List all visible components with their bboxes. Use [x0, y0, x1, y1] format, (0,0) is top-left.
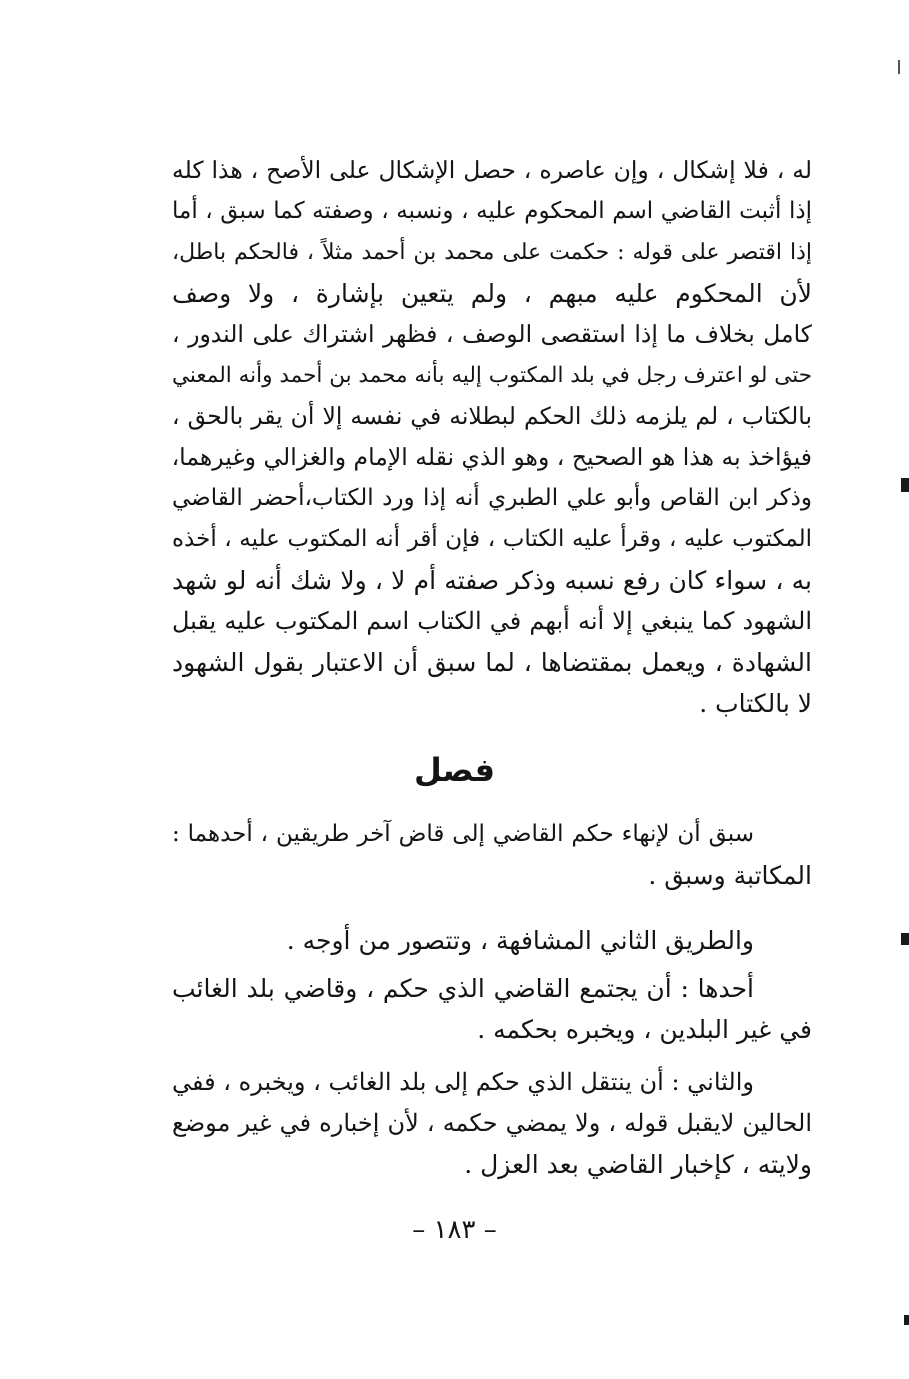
text-line: لأن المحكوم عليه مبهم ، ولم يتعين بإشارة ، ولا وصف [172, 279, 812, 308]
text-line: الحالين لايقبل قوله ، ولا يمضي حكمه ، لأن إخباره في غير موضع [172, 1109, 812, 1137]
text-line: له ، فلا إشكال ، وإن عاصره ، حصل الإشكال على الأصح ، هذا كله [172, 156, 812, 184]
text-line: سبق أن لإنهاء حكم القاضي إلى قاض آخر طريقين ، أحدهما : [172, 821, 754, 847]
text-line: المكتوب عليه ، وقرأ عليه الكتاب ، فإن أقر أنه المكتوب عليه ، أخذه [172, 526, 812, 552]
section-paragraph-3 [172, 968, 812, 1050]
text-line: إذا اقتصر على قوله : حكمت على محمد بن أحمد مثلاً ، فالحكم باطل، [172, 240, 812, 265]
text-line: وذكر ابن القاص وأبو علي الطبري أنه إذا ورد الكتاب،أحضر القاضي [172, 485, 812, 511]
section-paragraph-2 [172, 920, 812, 961]
text-line: أحدها : أن يجتمع القاضي الذي حكم ، وقاضي بلد الغائب [172, 974, 754, 1003]
section-paragraph-1 [172, 814, 812, 896]
section-heading: فصل [413, 751, 496, 789]
text-line: لا بالكتاب . [699, 689, 812, 718]
text-line: به ، سواء كان رفع نسبه وذكر صفته أم لا ، ولا شك أنه لو شهد [172, 566, 812, 595]
text-line: المكاتبة وسبق . [648, 861, 812, 890]
text-line: والثاني : أن ينتقل الذي حكم إلى بلد الغائب ، ويخبره ، ففي [172, 1068, 754, 1096]
main-paragraph [172, 150, 812, 724]
text-line: الشهادة ، ويعمل بمقتضاها ، لما سبق أن الاعتبار بقول الشهود [172, 648, 812, 677]
text-line: إذا أثبت القاضي اسم المحكوم عليه ، ونسبه ، وصفته كما سبق ، أما [172, 198, 812, 224]
text-line: في غير البلدين ، ويخبره بحكمه . [477, 1015, 812, 1044]
text-line: ولايته ، كإخبار القاضي بعد العزل . [464, 1150, 812, 1179]
text-line: كامل بخلاف ما إذا استقصى الوصف ، فظهر اشتراك على الندور ، [172, 320, 812, 348]
scan-edge-mark [904, 1315, 909, 1325]
text-line: الشهود كما ينبغي إلا أنه أبهم في الكتاب اسم المكتوب عليه يقبل [172, 607, 812, 635]
text-line: فيؤاخذ به هذا هو الصحيح ، وهو الذي نقله الإمام والغزالي وغيرهما، [172, 443, 812, 471]
section-paragraph-4 [172, 1062, 812, 1185]
page-number: – ١٨٣ – [412, 1215, 497, 1245]
text-line: بالكتاب ، لم يلزمه ذلك الحكم لبطلانه في نفسه إلا أن يقر بالحق ، [172, 402, 812, 430]
text-line: والطريق الثاني المشافهة ، وتتصور من أوجه . [286, 926, 754, 955]
text-line: حتى لو اعترف رجل في بلد المكتوب إليه بأنه محمد بن أحمد وأنه المعني [172, 363, 812, 388]
scan-edge-mark [901, 933, 909, 945]
scan-edge-mark [898, 60, 900, 74]
scan-edge-mark [901, 478, 909, 492]
